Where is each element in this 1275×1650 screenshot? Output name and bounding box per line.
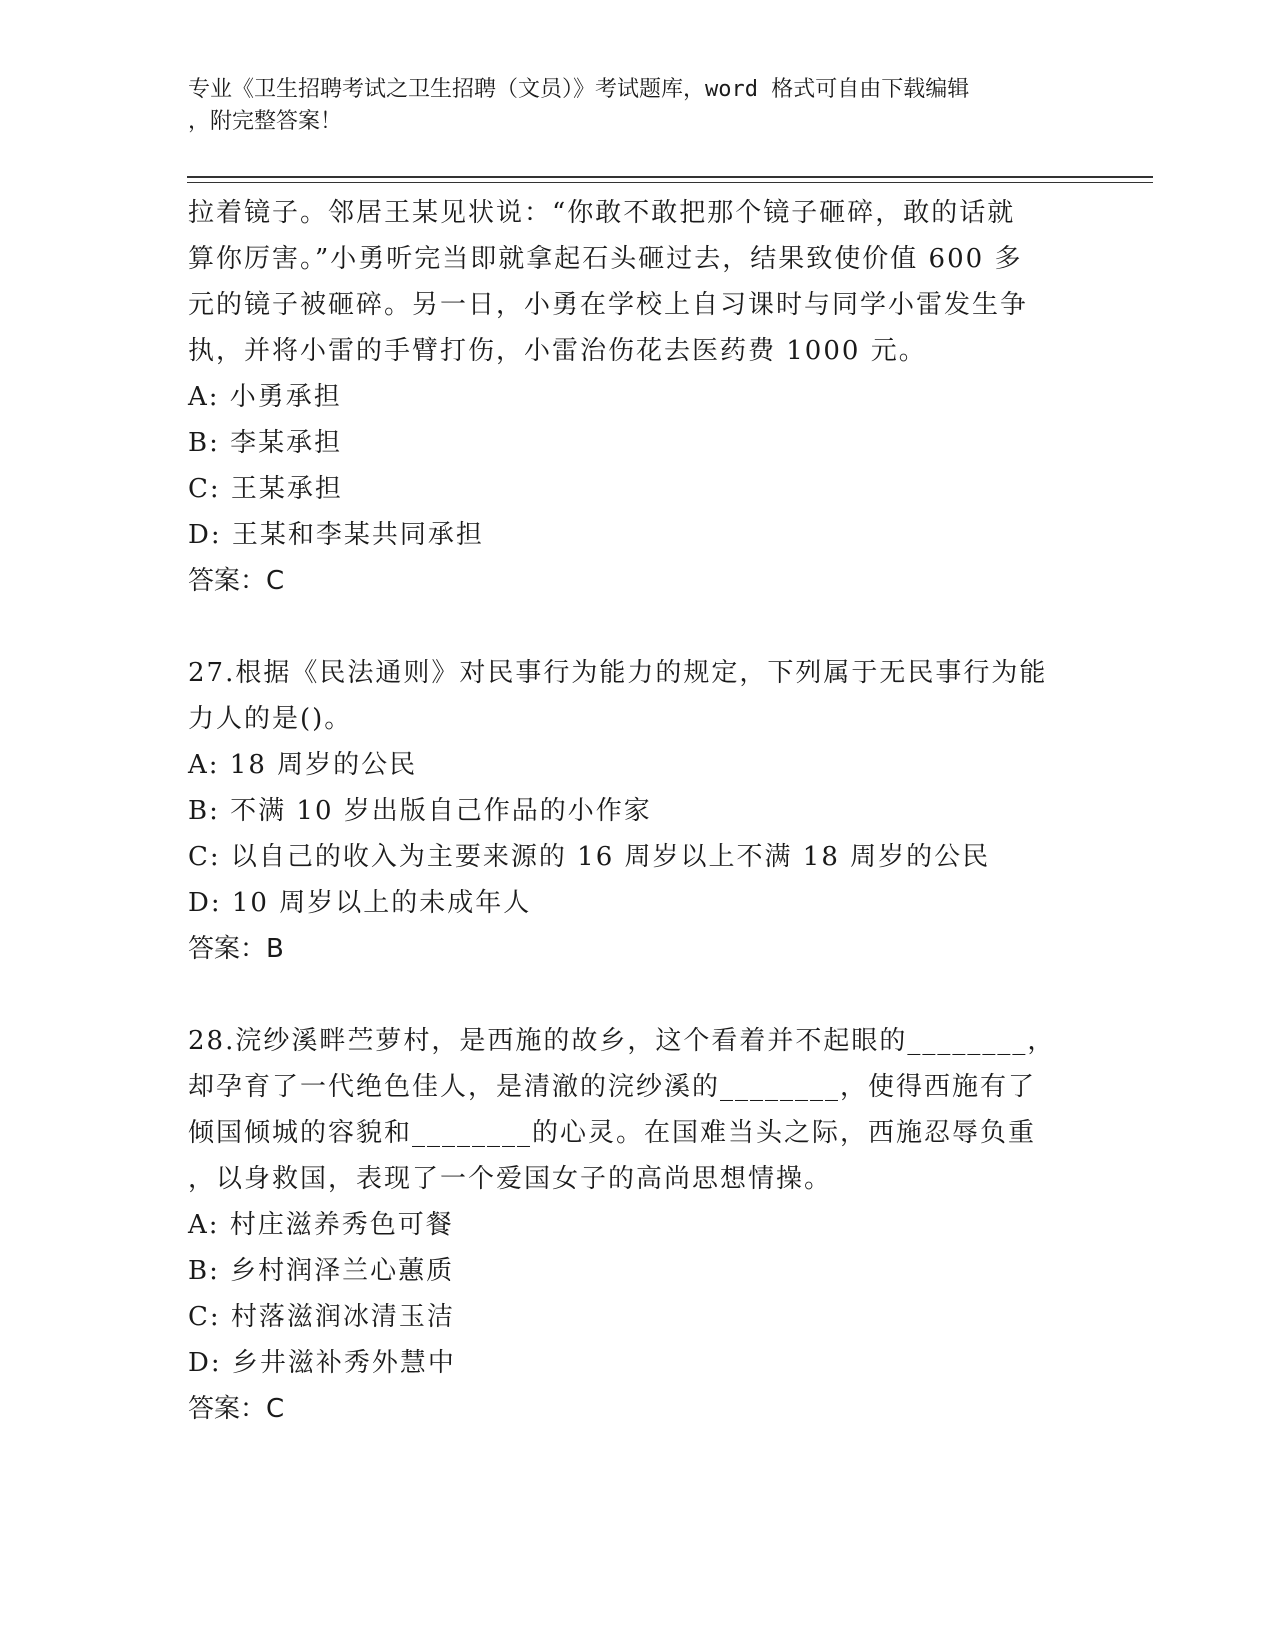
question-stem-line: 27.根据《民法通则》对民事行为能力的规定，下列属于无民事行为能 [188, 658, 1048, 688]
header-line-2: ，附完整答案！ [188, 109, 343, 134]
option-d: D: 10 周岁以上的未成年人 [188, 888, 532, 918]
question-stem-line: 执，并将小雷的手臂打伤，小雷治伤花去医药费 1000 元。 [188, 336, 927, 366]
question-stem-line: 拉着镜子。邻居王某见状说：“你敢不敢把那个镜子砸碎，敢的话就 [188, 198, 1016, 228]
option-a: A: 18 周岁的公民 [188, 750, 418, 780]
option-a: A: 小勇承担 [188, 382, 342, 412]
question-stem-line: 28.浣纱溪畔苎萝村，是西施的故乡，这个看着并不起眼的________， [188, 1026, 1056, 1056]
question-stem-line: 却孕育了一代绝色佳人，是清澈的浣纱溪的________，使得西施有了 [188, 1072, 1037, 1102]
question-stem-line: ，以身救国，表现了一个爱国女子的高尚思想情操。 [188, 1164, 833, 1194]
spacer [188, 972, 1088, 1018]
option-c: C: 王某承担 [188, 474, 343, 504]
answer-line: 答案：C [188, 566, 285, 596]
question-28 [188, 1018, 1088, 1432]
option-b: B: 乡村润泽兰心蕙质 [188, 1256, 455, 1286]
spacer [188, 604, 1088, 650]
option-c: C: 村落滋润冰清玉洁 [188, 1302, 455, 1332]
option-b: B: 李某承担 [188, 428, 343, 458]
option-b: B: 不满 10 岁出版自己作品的小作家 [188, 796, 652, 826]
answer-line: 答案：C [188, 1394, 285, 1424]
option-d: D: 乡井滋补秀外慧中 [188, 1348, 456, 1378]
header-line-1: 专业《卫生招聘考试之卫生招聘（文员）》考试题库，word 格式可自由下载编辑 [188, 77, 970, 102]
page-header [188, 74, 1078, 138]
question-stem-line: 倾国倾城的容貌和________的心灵。在国难当头之际，西施忍辱负重 [188, 1118, 1037, 1148]
header-divider-thin [187, 182, 1153, 183]
option-a: A: 村庄滋养秀色可餐 [188, 1210, 454, 1240]
question-stem-line: 力人的是()。 [188, 704, 353, 734]
question-27 [188, 650, 1088, 972]
option-d: D: 王某和李某共同承担 [188, 520, 484, 550]
answer-line: 答案：B [188, 934, 284, 964]
question-stem-line: 元的镜子被砸碎。另一日，小勇在学校上自习课时与同学小雷发生争 [188, 290, 1029, 320]
question-content [188, 190, 1088, 1432]
question-26 [188, 190, 1088, 604]
header-divider-thick [187, 176, 1153, 178]
question-stem-line: 算你厉害。”小勇听完当即就拿起石头砸过去，结果致使价值 600 多 [188, 244, 1023, 274]
option-c: C: 以自己的收入为主要来源的 16 周岁以上不满 18 周岁的公民 [188, 842, 991, 872]
